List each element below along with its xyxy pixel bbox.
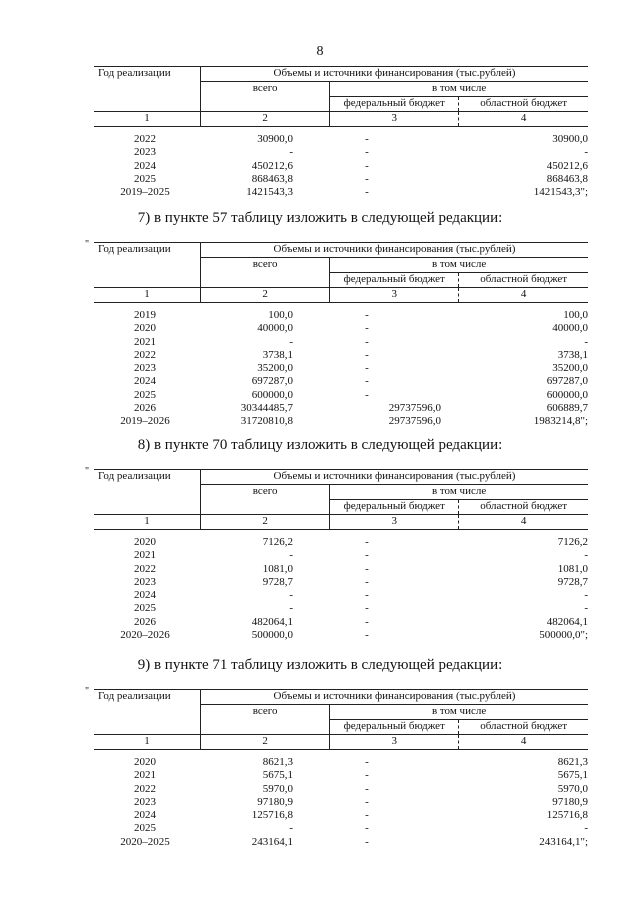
- table-row: [94, 602, 588, 615]
- header-col-2: 2: [201, 288, 330, 303]
- cell-year: 2020: [134, 322, 156, 335]
- table-row: [94, 322, 588, 335]
- cell-total: 3738,1: [262, 348, 293, 361]
- header-year: Год реализации: [94, 67, 201, 112]
- header-regional: областной бюджет: [459, 273, 588, 288]
- cell-total: 40000,0: [257, 322, 293, 335]
- cell-year: 2024: [134, 589, 156, 602]
- cell-total: 97180,9: [257, 795, 293, 808]
- cell-total: 868463,8: [251, 172, 293, 185]
- cell-federal: -: [365, 629, 369, 642]
- cell-total: 35200,0: [257, 362, 293, 375]
- cell-year: 2022: [134, 782, 156, 795]
- cell-year: 2025: [134, 602, 156, 615]
- table-row: [94, 186, 588, 199]
- cell-year: 2019: [134, 309, 156, 321]
- table-row: [94, 173, 588, 186]
- table-body: [94, 536, 588, 642]
- cell-regional: 125716,8: [546, 809, 588, 822]
- header-col-4: 4: [459, 515, 588, 530]
- header-regional: областной бюджет: [459, 500, 588, 515]
- cell-year: 2023: [134, 362, 156, 375]
- header-volumes: Объемы и источники финансирования (тыс.рублей): [201, 690, 589, 705]
- header-col-1: 1: [94, 735, 201, 750]
- header-federal: федеральный бюджет: [330, 500, 459, 515]
- header-col-4: 4: [459, 735, 588, 750]
- cell-federal: -: [365, 362, 369, 375]
- table-row: [94, 589, 588, 602]
- header-total: всего: [201, 485, 330, 515]
- cell-regional: 3738,1: [557, 348, 588, 361]
- cell-total: -: [289, 549, 293, 562]
- table-row: [94, 309, 588, 322]
- cell-total: 1081,0: [262, 562, 293, 575]
- cell-year: 2021: [134, 335, 156, 348]
- cell-regional: 8621,3: [557, 756, 588, 768]
- cell-federal: -: [365, 602, 369, 615]
- header-col-3: 3: [330, 735, 459, 750]
- cell-total: -: [289, 589, 293, 602]
- cell-total: 5970,0: [262, 782, 293, 795]
- header-federal: федеральный бюджет: [330, 720, 459, 735]
- paragraph-8: 8) в пункте 70 таблицу изложить в следующей редакции:: [137, 437, 503, 453]
- cell-year: 2022: [134, 133, 156, 145]
- cell-federal: -: [365, 536, 369, 548]
- cell-federal: -: [365, 782, 369, 795]
- table-row: [94, 563, 588, 576]
- cell-federal: -: [365, 348, 369, 361]
- cell-year: 2020: [134, 756, 156, 768]
- cell-regional: 30900,0: [552, 133, 588, 145]
- cell-year: 2019–2025: [120, 186, 170, 199]
- cell-federal: -: [365, 335, 369, 348]
- header-volumes: Объемы и источники финансирования (тыс.рублей): [201, 67, 589, 82]
- cell-year: 2024: [134, 809, 156, 822]
- cell-regional: -: [584, 822, 588, 835]
- table-row: [94, 629, 588, 642]
- cell-federal: -: [365, 375, 369, 388]
- cell-regional: 100,0: [563, 309, 588, 321]
- page-number: 8: [316, 44, 324, 59]
- cell-year: 2026: [134, 402, 156, 415]
- cell-year: 2020: [134, 536, 156, 548]
- table-row: [94, 576, 588, 589]
- table-row: [94, 402, 588, 415]
- header-federal: федеральный бюджет: [330, 97, 459, 112]
- header-including: в том числе: [330, 82, 588, 97]
- financing-table-4: [85, 686, 588, 849]
- cell-year: 2023: [134, 575, 156, 588]
- cell-federal: -: [365, 172, 369, 185]
- table-row: [94, 756, 588, 769]
- header-federal: федеральный бюджет: [330, 273, 459, 288]
- table-body: [94, 309, 588, 429]
- table-row: [94, 415, 588, 428]
- header-col-1: 1: [94, 288, 201, 303]
- cell-year: 2019–2026: [120, 415, 170, 428]
- cell-federal: -: [365, 615, 369, 628]
- financing-table-1: [94, 66, 588, 199]
- table-header: [94, 469, 588, 530]
- header-col-4: 4: [459, 112, 588, 127]
- cell-regional: 606889,7: [546, 402, 588, 415]
- table-row: [94, 336, 588, 349]
- cell-total: -: [289, 146, 293, 159]
- opening-quote-mark: ": [85, 686, 90, 697]
- cell-regional: 450212,6: [546, 159, 588, 172]
- header-year: Год реализации: [94, 243, 201, 288]
- cell-total: 500000,0: [251, 629, 293, 642]
- cell-regional: 1421543,3";: [533, 186, 588, 199]
- header-col-3: 3: [330, 288, 459, 303]
- cell-total: 1421543,3: [246, 186, 293, 199]
- header-total: всего: [201, 82, 330, 112]
- header-including: в том числе: [330, 485, 588, 500]
- paragraph-7: 7) в пункте 57 таблицу изложить в следующей редакции:: [137, 210, 503, 226]
- cell-regional: 5970,0: [557, 782, 588, 795]
- header-including: в том числе: [330, 258, 588, 273]
- table-header: [94, 66, 588, 127]
- header-col-1: 1: [94, 515, 201, 530]
- cell-total: -: [289, 822, 293, 835]
- cell-total: 30900,0: [257, 133, 293, 145]
- financing-table-2: [85, 239, 588, 429]
- header-col-2: 2: [201, 112, 330, 127]
- header-regional: областной бюджет: [459, 97, 588, 112]
- cell-regional: 482064,1: [546, 615, 588, 628]
- cell-federal: -: [365, 575, 369, 588]
- header-col-4: 4: [459, 288, 588, 303]
- cell-total: -: [289, 602, 293, 615]
- cell-regional: 868463,8: [546, 172, 588, 185]
- cell-federal: 29737596,0: [388, 402, 441, 415]
- cell-total: 600000,0: [251, 388, 293, 401]
- cell-regional: -: [584, 549, 588, 562]
- cell-federal: -: [365, 322, 369, 335]
- table-row: [94, 349, 588, 362]
- cell-federal: -: [365, 769, 369, 782]
- table-row: [94, 809, 588, 822]
- cell-federal: -: [365, 835, 369, 848]
- table-body: [94, 756, 588, 849]
- cell-regional: -: [584, 589, 588, 602]
- cell-regional: 500000,0";: [539, 629, 588, 642]
- table-row: [94, 836, 588, 849]
- cell-year: 2025: [134, 822, 156, 835]
- cell-federal: -: [365, 159, 369, 172]
- cell-regional: 600000,0: [546, 388, 588, 401]
- cell-regional: 1081,0: [557, 562, 588, 575]
- cell-total: 8621,3: [262, 756, 293, 768]
- table-row: [94, 822, 588, 835]
- cell-total: -: [289, 335, 293, 348]
- table-row: [94, 549, 588, 562]
- cell-regional: 7126,2: [557, 536, 588, 548]
- cell-total: 100,0: [268, 309, 293, 321]
- table-row: [94, 362, 588, 375]
- cell-total: 30344485,7: [240, 402, 293, 415]
- cell-federal: -: [365, 388, 369, 401]
- table-header: [94, 689, 588, 750]
- cell-federal: -: [365, 133, 369, 145]
- cell-year: 2024: [134, 375, 156, 388]
- cell-federal: -: [365, 809, 369, 822]
- cell-regional: 35200,0: [552, 362, 588, 375]
- header-col-3: 3: [330, 515, 459, 530]
- cell-federal: -: [365, 822, 369, 835]
- opening-quote-mark: ": [85, 239, 90, 250]
- table-body: [94, 133, 588, 199]
- header-including: в том числе: [330, 705, 588, 720]
- cell-federal: -: [365, 795, 369, 808]
- cell-regional: 1983214,8";: [533, 415, 588, 428]
- table-row: [94, 796, 588, 809]
- cell-total: 450212,6: [251, 159, 293, 172]
- cell-regional: 697287,0: [546, 375, 588, 388]
- table-row: [94, 375, 588, 388]
- table-row: [94, 783, 588, 796]
- header-col-2: 2: [201, 735, 330, 750]
- cell-year: 2022: [134, 562, 156, 575]
- table-row: [94, 616, 588, 629]
- cell-total: 31720810,8: [240, 415, 293, 428]
- header-volumes: Объемы и источники финансирования (тыс.рублей): [201, 243, 589, 258]
- cell-year: 2021: [134, 549, 156, 562]
- cell-total: 125716,8: [251, 809, 293, 822]
- header-volumes: Объемы и источники финансирования (тыс.рублей): [201, 470, 589, 485]
- cell-year: 2024: [134, 159, 156, 172]
- header-total: всего: [201, 705, 330, 735]
- cell-year: 2021: [134, 769, 156, 782]
- cell-year: 2025: [134, 388, 156, 401]
- header-year: Год реализации: [94, 470, 201, 515]
- cell-year: 2026: [134, 615, 156, 628]
- cell-total: 697287,0: [251, 375, 293, 388]
- cell-year: 2025: [134, 172, 156, 185]
- header-col-2: 2: [201, 515, 330, 530]
- cell-federal: -: [365, 562, 369, 575]
- cell-year: 2023: [134, 146, 156, 159]
- table-row: [94, 389, 588, 402]
- cell-regional: 97180,9: [552, 795, 588, 808]
- cell-federal: -: [365, 549, 369, 562]
- cell-year: 2020–2025: [120, 835, 170, 848]
- table-row: [94, 133, 588, 146]
- cell-total: 243164,1: [251, 835, 293, 848]
- cell-year: 2020–2026: [120, 629, 170, 642]
- table-header: [94, 242, 588, 303]
- header-regional: областной бюджет: [459, 720, 588, 735]
- table-row: [94, 160, 588, 173]
- cell-regional: -: [584, 602, 588, 615]
- cell-total: 7126,2: [262, 536, 293, 548]
- cell-federal: -: [365, 756, 369, 768]
- table-row: [94, 146, 588, 159]
- table-row: [94, 769, 588, 782]
- cell-federal: 29737596,0: [388, 415, 441, 428]
- header-col-1: 1: [94, 112, 201, 127]
- cell-total: 5675,1: [262, 769, 293, 782]
- cell-year: 2022: [134, 348, 156, 361]
- cell-regional: -: [584, 146, 588, 159]
- header-col-3: 3: [330, 112, 459, 127]
- cell-regional: 40000,0: [552, 322, 588, 335]
- cell-federal: -: [365, 186, 369, 199]
- cell-year: 2023: [134, 795, 156, 808]
- header-total: всего: [201, 258, 330, 288]
- cell-federal: -: [365, 146, 369, 159]
- header-year: Год реализации: [94, 690, 201, 735]
- cell-federal: -: [365, 309, 369, 321]
- table-row: [94, 536, 588, 549]
- paragraph-9: 9) в пункте 71 таблицу изложить в следующей редакции:: [137, 657, 503, 673]
- cell-total: 9728,7: [262, 575, 293, 588]
- cell-regional: -: [584, 335, 588, 348]
- cell-total: 482064,1: [251, 615, 293, 628]
- cell-regional: 9728,7: [557, 575, 588, 588]
- cell-regional: 5675,1: [557, 769, 588, 782]
- cell-federal: -: [365, 589, 369, 602]
- cell-regional: 243164,1";: [539, 835, 588, 848]
- financing-table-3: [85, 466, 588, 642]
- opening-quote-mark: ": [85, 466, 90, 477]
